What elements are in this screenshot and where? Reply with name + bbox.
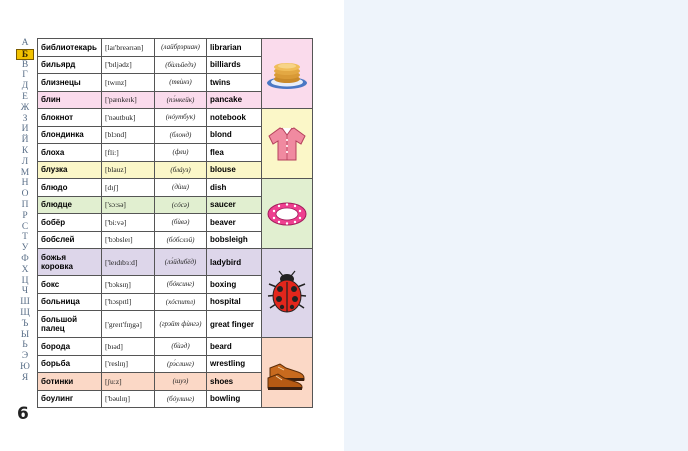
alphabet-letter[interactable]: Ж <box>20 102 30 113</box>
picture-cell <box>262 179 313 249</box>
alphabet-letter[interactable]: С <box>21 221 29 232</box>
russian-word: бильярд <box>38 56 102 74</box>
english-word: boxing <box>207 276 262 294</box>
alphabet-letter[interactable]: А <box>21 38 29 48</box>
russian-reading: (бóксинг) <box>155 276 207 294</box>
russian-word: боулинг <box>38 390 102 408</box>
russian-reading: (грэйт фѝнгə) <box>155 311 207 338</box>
transcription: [laɪ'breərɪən] <box>102 39 155 57</box>
transcription: ['bɪljədz] <box>102 56 155 74</box>
russian-reading: (рэ́слинг) <box>155 355 207 373</box>
alphabet-letter[interactable]: И <box>21 124 29 135</box>
transcription: [dɪʃ] <box>102 179 155 197</box>
alphabet-letter[interactable]: Ч <box>21 286 29 297</box>
alphabet-letter[interactable]: Щ <box>20 307 30 318</box>
russian-word: блюдце <box>38 196 102 214</box>
english-word: ladybird <box>207 249 262 276</box>
russian-reading: (бѝəд) <box>155 338 207 356</box>
russian-reading: (блонд) <box>155 126 207 144</box>
alphabet-letter[interactable]: З <box>22 113 28 124</box>
english-word: librarian <box>207 39 262 57</box>
english-word: twins <box>207 74 262 92</box>
alphabet-letter[interactable]: Л <box>21 156 29 167</box>
russian-word: божья коровка <box>38 249 102 276</box>
transcription: ['bi:və] <box>102 214 155 232</box>
transcription: ['nəutbuk] <box>102 109 155 127</box>
transcription: [blauz] <box>102 161 155 179</box>
page-number: 6 <box>17 404 29 424</box>
alphabet-letter[interactable]: Ц <box>21 275 29 286</box>
vocabulary-table <box>37 38 313 408</box>
english-word: dish <box>207 179 262 197</box>
russian-word: борьба <box>38 355 102 373</box>
blank-right-panel <box>344 0 688 451</box>
english-word: notebook <box>207 109 262 127</box>
english-word: flea <box>207 144 262 162</box>
alphabet-letter[interactable]: Я <box>21 372 29 383</box>
alphabet-letter[interactable]: Ы <box>20 329 30 340</box>
english-word: blouse <box>207 161 262 179</box>
russian-word: блюдо <box>38 179 102 197</box>
russian-word: большой палец <box>38 311 102 338</box>
alphabet-letter[interactable]: Т <box>22 232 28 243</box>
russian-reading: (бóулинг) <box>155 390 207 408</box>
picture-cell <box>262 109 313 179</box>
transcription: ['bəulɪŋ] <box>102 390 155 408</box>
ladybird-icon <box>265 268 309 318</box>
russian-word: близнецы <box>38 74 102 92</box>
russian-reading: (лайбрэриан) <box>155 39 207 57</box>
transcription: ['bɔbsleɪ] <box>102 231 155 249</box>
russian-word: блоха <box>38 144 102 162</box>
transcription: [blɔnd] <box>102 126 155 144</box>
alphabet-letter[interactable]: Ъ <box>21 318 29 329</box>
russian-reading: (бѝльйедз) <box>155 56 207 74</box>
transcription: ['bɔksɪŋ] <box>102 276 155 294</box>
alphabet-letter[interactable]: К <box>21 145 29 156</box>
russian-reading: (фли) <box>155 144 207 162</box>
transcription: ['reslɪŋ] <box>102 355 155 373</box>
alphabet-letter-active[interactable]: Б <box>16 49 34 60</box>
alphabet-letter[interactable]: Г <box>22 70 28 81</box>
picture-cell <box>262 338 313 408</box>
russian-word: блузка <box>38 161 102 179</box>
russian-word: блондинка <box>38 126 102 144</box>
blouse-icon <box>265 122 309 166</box>
russian-word: бобёр <box>38 214 102 232</box>
russian-reading: (лэ́йдибёд) <box>155 249 207 276</box>
russian-reading: (бѝвə) <box>155 214 207 232</box>
table-row <box>38 39 313 57</box>
russian-reading: (шуз) <box>155 373 207 391</box>
russian-reading: (бóбслэй) <box>155 231 207 249</box>
alphabet-letter[interactable]: Е <box>22 91 28 102</box>
russian-word: блин <box>38 91 102 109</box>
english-word: blond <box>207 126 262 144</box>
transcription: [twɪnz] <box>102 74 155 92</box>
transcription: ['pænkeɪk] <box>102 91 155 109</box>
english-word: hospital <box>207 293 262 311</box>
english-word: beaver <box>207 214 262 232</box>
alphabet-letter[interactable]: Ь <box>22 340 28 351</box>
english-word: great finger <box>207 311 262 338</box>
russian-word: библиотекарь <box>38 39 102 57</box>
alphabet-letter[interactable]: П <box>21 199 29 210</box>
russian-reading: (блáуз) <box>155 161 207 179</box>
russian-reading: (нóутбук) <box>155 109 207 127</box>
alphabet-letter[interactable]: Н <box>21 178 29 189</box>
russian-word: борода <box>38 338 102 356</box>
picture-cell <box>262 39 313 109</box>
russian-reading: (твѝнз) <box>155 74 207 92</box>
transcription: [bɪəd] <box>102 338 155 356</box>
table-row <box>38 179 313 197</box>
shoes-icon <box>264 354 310 392</box>
russian-word: больница <box>38 293 102 311</box>
alphabet-letter[interactable]: Р <box>22 210 28 221</box>
table-row <box>38 109 313 127</box>
russian-reading: (хóспитл) <box>155 293 207 311</box>
russian-reading: (пэ́нкейк) <box>155 91 207 109</box>
alphabet-letter[interactable]: М <box>20 167 30 178</box>
transcription: ['hɔspɪtl] <box>102 293 155 311</box>
alphabet-letter[interactable]: Ю <box>20 361 30 372</box>
table-row-highlighted <box>38 249 313 276</box>
english-word: bobsleigh <box>207 231 262 249</box>
pancake-icon <box>265 57 309 91</box>
transcription: ['leɪdɪbɜːd] <box>102 249 155 276</box>
alphabet-letter[interactable]: В <box>21 59 29 70</box>
transcription: [fli:] <box>102 144 155 162</box>
transcription: ['sɔ:sə] <box>102 196 155 214</box>
alphabet-letter[interactable]: У <box>21 243 29 254</box>
table-row <box>38 338 313 356</box>
russian-reading: (сóсə) <box>155 196 207 214</box>
saucer-icon <box>265 199 309 229</box>
alphabet-letter[interactable]: Й <box>21 135 29 146</box>
english-word: pancake <box>207 91 262 109</box>
alphabet-letter[interactable]: Э <box>21 351 29 362</box>
russian-word: ботинки <box>38 373 102 391</box>
english-word: wrestling <box>207 355 262 373</box>
english-word: billiards <box>207 56 262 74</box>
alphabet-letter[interactable]: О <box>21 189 29 200</box>
russian-word: бокс <box>38 276 102 294</box>
transcription: [ʃu:z] <box>102 373 155 391</box>
alphabet-letter[interactable]: Ш <box>20 297 30 308</box>
english-word: bowling <box>207 390 262 408</box>
russian-word: бобслей <box>38 231 102 249</box>
english-word: saucer <box>207 196 262 214</box>
russian-reading: (дѝш) <box>155 179 207 197</box>
alphabet-letter[interactable]: Х <box>21 264 29 275</box>
alphabet-index <box>16 38 34 384</box>
alphabet-letter[interactable]: Д <box>21 81 29 92</box>
transcription: ['greɪt'fɪŋgə] <box>102 311 155 338</box>
english-word: shoes <box>207 373 262 391</box>
russian-word: блокнот <box>38 109 102 127</box>
picture-cell <box>262 249 313 338</box>
english-word: beard <box>207 338 262 356</box>
alphabet-letter[interactable]: Ф <box>21 253 29 264</box>
